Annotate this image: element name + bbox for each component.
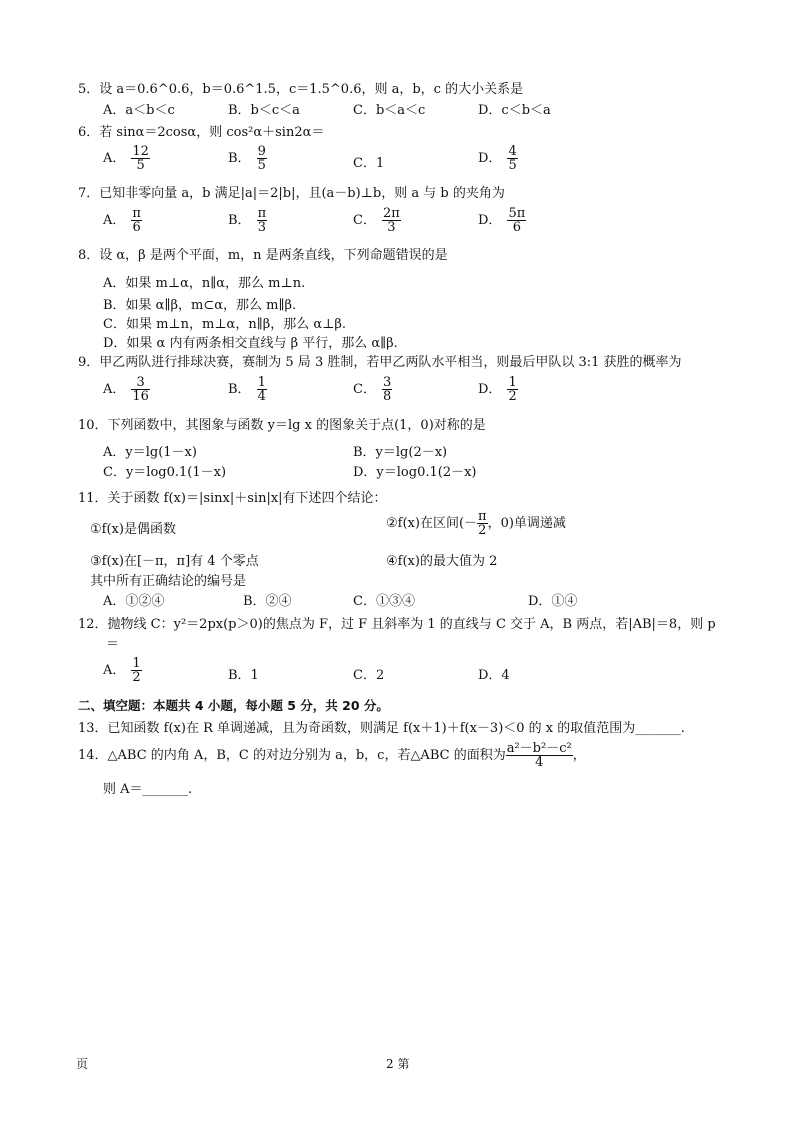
fraction (382, 207, 401, 234)
question-11-conclusion-1: ①f(x)是偶函数 (90, 522, 176, 537)
question-10-option-c: C．y＝log0.1(1－x) (103, 465, 227, 480)
question-5-option-b: B．b＜c＜a (228, 103, 300, 118)
question-8-stem: 8．设 α，β 是两个平面，m，n 是两条直线，下列命题错误的是 (78, 248, 448, 263)
question-8-option-d: D．如果 α 内有两条相交直线与 β 平行，那么 α∥β. (103, 336, 398, 351)
denominator: 5 (136, 158, 145, 173)
conclusion-text: ，0)单调递减 (487, 516, 566, 531)
numerator: π (132, 206, 141, 221)
numerator: 2π (382, 206, 400, 221)
question-12-options (103, 657, 723, 687)
denominator: 3 (257, 220, 266, 235)
question-6-option-b (228, 145, 267, 172)
numerator: 3 (136, 375, 145, 390)
question-7-option-c (353, 207, 401, 234)
question-11-conclusion-3: ③f(x)在[－π，π]有 4 个零点 (90, 554, 259, 569)
question-9-option-b (228, 376, 267, 403)
numerator: 12 (132, 144, 149, 159)
question-14-text: 14．△ABC 的内角 A，B，C 的对边分别为 a，b，c，若△ABC 的面积为 (78, 748, 506, 763)
denominator: 4 (535, 755, 544, 770)
option-label: B． (228, 382, 251, 397)
section-2-heading: 二、填空题：本题共 4 小题，每小题 5 分，共 20 分。 (78, 698, 389, 713)
numerator: 1 (257, 375, 266, 390)
question-11-conclusion-2 (386, 510, 566, 537)
denominator: 5 (257, 158, 266, 173)
question-8-option-c: C．如果 m⊥n，m⊥α，n∥β，那么 α⊥β. (103, 317, 347, 332)
footer-left: 页 (76, 1057, 89, 1071)
question-12-option-a (103, 657, 142, 684)
fraction (131, 376, 150, 403)
denominator: 8 (382, 389, 392, 404)
question-10-option-d: D．y＝log0.1(2－x) (353, 465, 477, 480)
question-5-option-c: C．b＜a＜c (353, 103, 426, 118)
question-12-stem: 12．抛物线 C：y²＝2px(p＞0)的焦点为 F，过 F 且斜率为 1 的直线与 C 交于 A，B 两点，若|AB|＝8，则 p (78, 617, 716, 632)
question-6-options (103, 145, 723, 175)
denominator: 2 (478, 523, 487, 538)
question-7-options (103, 207, 723, 237)
fraction (257, 207, 268, 234)
fraction (507, 207, 526, 234)
denominator: 6 (512, 220, 521, 235)
question-9-option-c (353, 376, 392, 403)
numerator: π (257, 206, 267, 221)
denominator: 2 (132, 670, 141, 685)
fraction (131, 657, 141, 684)
question-5-option-a: A．a＜b＜c (103, 103, 175, 118)
question-12-option-d: D．4 (478, 668, 510, 683)
question-11-ask: 其中所有正确结论的编号是 (90, 574, 247, 589)
area-fraction (506, 742, 573, 769)
question-6-option-a (103, 145, 150, 172)
question-6-stem: 6．若 sinα＝2cosα，则 cos²α＋sin2α＝ (78, 125, 325, 140)
question-14-answer-line: 则 A＝_______. (103, 782, 193, 797)
question-6-option-d (478, 145, 518, 172)
fraction (257, 376, 267, 403)
option-label: A． (103, 382, 126, 397)
option-label: C． (353, 213, 376, 228)
option-label: D． (478, 382, 502, 397)
numerator: 1 (132, 656, 141, 671)
question-6-option-c: C．1 (353, 156, 385, 171)
fraction (382, 376, 392, 403)
numerator: 9 (257, 144, 266, 159)
question-9-options (103, 376, 723, 406)
page-number: 2 第 (386, 1057, 410, 1071)
option-label: A． (103, 213, 126, 228)
question-13-stem: 13．已知函数 f(x)在 R 单调递减，且为奇函数，则满足 f(x＋1)＋f(x－3)＜0 的 x 的取值范围为_______. (78, 721, 685, 736)
numerator: 5π (508, 206, 526, 221)
question-10-option-a: A．y＝lg(1－x) (103, 445, 197, 460)
question-11-option-a: A．①②④ (103, 594, 165, 609)
numerator: π (478, 509, 487, 524)
question-7-option-d (478, 207, 526, 234)
option-label: B． (228, 213, 251, 228)
question-7-option-a (103, 207, 142, 234)
denominator: 4 (257, 389, 266, 404)
fraction (131, 207, 142, 234)
fraction (507, 376, 517, 403)
fraction (257, 145, 267, 172)
denominator: 2 (508, 389, 517, 404)
numerator: 1 (508, 375, 517, 390)
option-label: D． (478, 151, 502, 166)
conclusion-text: ②f(x)在区间(－ (386, 516, 478, 531)
question-9-stem: 9．甲乙两队进行排球决赛，赛制为 5 局 3 胜制，若甲乙两队水平相当，则最后甲队以 3:1 获胜的概率为 (78, 355, 682, 370)
question-5-stem: 5．设 a＝0.6^0.6，b＝0.6^1.5，c＝1.5^0.6，则 a，b，c 的大小关系是 (78, 82, 524, 97)
question-11-option-c: C．①③④ (353, 594, 415, 609)
question-10-stem: 10．下列函数中，其图象与函数 y＝lg x 的图象关于点(1，0)对称的是 (78, 418, 486, 433)
fraction (507, 145, 517, 172)
fraction (477, 510, 488, 537)
denominator: 5 (508, 158, 517, 173)
question-11-option-b: B．②④ (243, 594, 292, 609)
question-11-conclusion-4: ④f(x)的最大值为 2 (386, 554, 498, 569)
question-10-option-b: B．y＝lg(2－x) (353, 445, 448, 460)
numerator: 4 (508, 144, 517, 159)
question-14-stem (78, 742, 586, 769)
question-12-option-b: B．1 (228, 668, 259, 683)
fraction (131, 145, 150, 172)
question-9-option-a (103, 376, 150, 403)
question-8-option-a: A．如果 m⊥α，n∥α，那么 m⊥n. (103, 276, 306, 291)
option-label: A． (103, 151, 126, 166)
question-12-option-c: C．2 (353, 668, 385, 683)
option-label: B． (228, 151, 251, 166)
question-5-option-d: D．c＜b＜a (478, 103, 551, 118)
option-label: D． (478, 213, 502, 228)
question-11-option-d: D．①④ (528, 594, 578, 609)
question-12-stem-cont: ＝ (106, 637, 120, 652)
question-7-stem: 7．已知非零向量 a，b 满足|a|＝2|b|，且(a－b)⊥b，则 a 与 b 的夹角为 (78, 186, 505, 201)
option-label: A． (103, 663, 126, 678)
question-7-option-b (228, 207, 267, 234)
denominator: 3 (387, 220, 396, 235)
numerator: a²－b²－c² (506, 741, 572, 756)
question-9-option-d (478, 376, 518, 403)
question-11-stem: 11．关于函数 f(x)＝|sinx|＋sin|x|有下述四个结论： (78, 491, 387, 506)
option-label: C． (353, 382, 376, 397)
numerator: 3 (382, 375, 392, 390)
denominator: 6 (132, 220, 141, 235)
question-14-tail: ， (572, 748, 586, 763)
denominator: 16 (132, 389, 149, 404)
question-8-option-b: B．如果 α∥β，m⊂α，那么 m∥β. (103, 298, 297, 313)
